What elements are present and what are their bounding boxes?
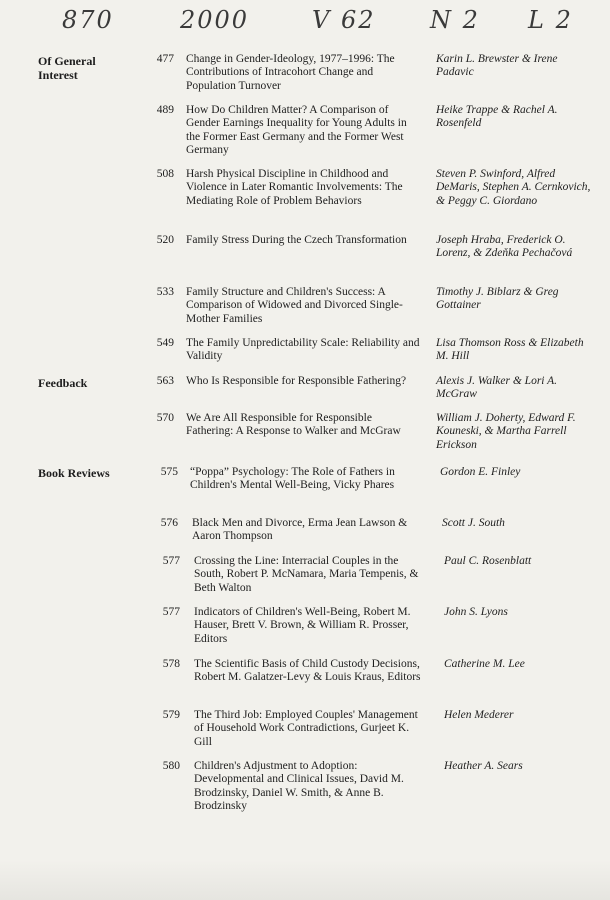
- handwritten-mark-5: L 2: [528, 6, 573, 34]
- article-author: Steven P. Swinford, Alfred DeMaris, Stephen A. Cernkovich, & Peggy C. Giordano: [436, 168, 591, 207]
- article-author: Heike Trappe & Rachel A. Rosenfeld: [436, 104, 558, 130]
- article-author: Alexis J. Walker & Lori A. McGraw: [436, 375, 558, 401]
- article-title: Crossing the Line: Interracial Couples in the South, Robert P. McNamara, Maria Tempenis, & Beth Walton: [194, 555, 419, 594]
- handwritten-mark-2: 2000: [180, 6, 250, 34]
- article-title: “Poppa” Psychology: The Role of Fathers in Children's Mental Well-Being, Vicky Phares: [190, 466, 395, 492]
- page-number: 570: [156, 412, 174, 424]
- article-title: The Scientific Basis of Child Custody Decisions, Robert M. Galatzer-Levy & Louis Kraus, Editors: [194, 658, 421, 684]
- page-edge-shadow: [0, 860, 610, 900]
- article-author: Timothy J. Biblarz & Greg Gottainer: [436, 286, 559, 312]
- article-title: Indicators of Children's Well-Being, Robert M. Hauser, Brett V. Brown, & William R. Prosser, Editors: [194, 606, 411, 645]
- page-number: 579: [162, 709, 180, 721]
- handwritten-mark-3: V 62: [312, 6, 376, 34]
- article-author: William J. Doherty, Edward F. Kouneski, & Martha Farrell Erickson: [436, 412, 576, 451]
- article-author: Lisa Thomson Ross & Elizabeth M. Hill: [436, 337, 584, 363]
- page-number: 549: [156, 337, 174, 349]
- page-number: 489: [156, 104, 174, 116]
- handwritten-mark-1: 870: [62, 6, 114, 34]
- page-number: 577: [162, 606, 180, 618]
- page-number: 577: [162, 555, 180, 567]
- article-author: Karin L. Brewster & Irene Padavic: [436, 53, 558, 79]
- page-number: 508: [156, 168, 174, 180]
- page-number: 477: [156, 53, 174, 65]
- article-title: Family Stress During the Czech Transformation: [186, 234, 407, 246]
- article-title: How Do Children Matter? A Comparison of Gender Earnings Inequality for Young Adults in the Former East Germany and the Former West Germany: [186, 104, 407, 157]
- article-title: We Are All Responsible for Responsible Fathering: A Response to Walker and McGraw: [186, 412, 401, 438]
- page-number: 575: [160, 466, 178, 478]
- section-label-feedback: Feedback: [38, 376, 88, 390]
- page-number: 520: [156, 234, 174, 246]
- page-number: 576: [160, 517, 178, 529]
- article-author: Paul C. Rosenblatt: [444, 555, 532, 567]
- article-author: Joseph Hraba, Frederick O. Lorenz, & Zdeňka Pechačová: [436, 234, 573, 260]
- article-author: Scott J. South: [442, 517, 505, 529]
- article-title: Who Is Responsible for Responsible Fathering?: [186, 375, 407, 387]
- page-number: 580: [162, 760, 180, 772]
- article-title: Children's Adjustment to Adoption: Developmental and Clinical Issues, David M. Brodzinsky, Daniel W. Smith, & Anne B. Brodzinsky: [194, 760, 404, 813]
- article-title: The Third Job: Employed Couples' Management of Household Work Contradictions, Gurjeet K. Gill: [194, 709, 418, 748]
- page-number: 533: [156, 286, 174, 298]
- article-title: Change in Gender-Ideology, 1977–1996: The Contributions of Intracohort Change and Population Turnover: [186, 53, 395, 92]
- article-author: Gordon E. Finley: [440, 466, 521, 478]
- section-label-book-reviews: Book Reviews: [38, 466, 110, 480]
- article-title: Black Men and Divorce, Erma Jean Lawson & Aaron Thompson: [192, 517, 408, 543]
- article-author: Catherine M. Lee: [444, 658, 525, 670]
- handwritten-mark-4: N 2: [430, 6, 480, 34]
- article-title: Harsh Physical Discipline in Childhood and Violence in Later Romantic Involvements: The Mediating Role of Problem Behaviors: [186, 168, 403, 207]
- page-number: 578: [162, 658, 180, 670]
- article-author: Helen Mederer: [444, 709, 514, 721]
- section-label-general-interest: Of General Interest: [38, 54, 96, 82]
- article-title: Family Structure and Children's Success: A Comparison of Widowed and Divorced Single-Mother Families: [186, 286, 403, 325]
- article-title: The Family Unpredictability Scale: Reliability and Validity: [186, 337, 420, 363]
- article-author: John S. Lyons: [444, 606, 508, 618]
- article-author: Heather A. Sears: [444, 760, 523, 772]
- page-number: 563: [156, 375, 174, 387]
